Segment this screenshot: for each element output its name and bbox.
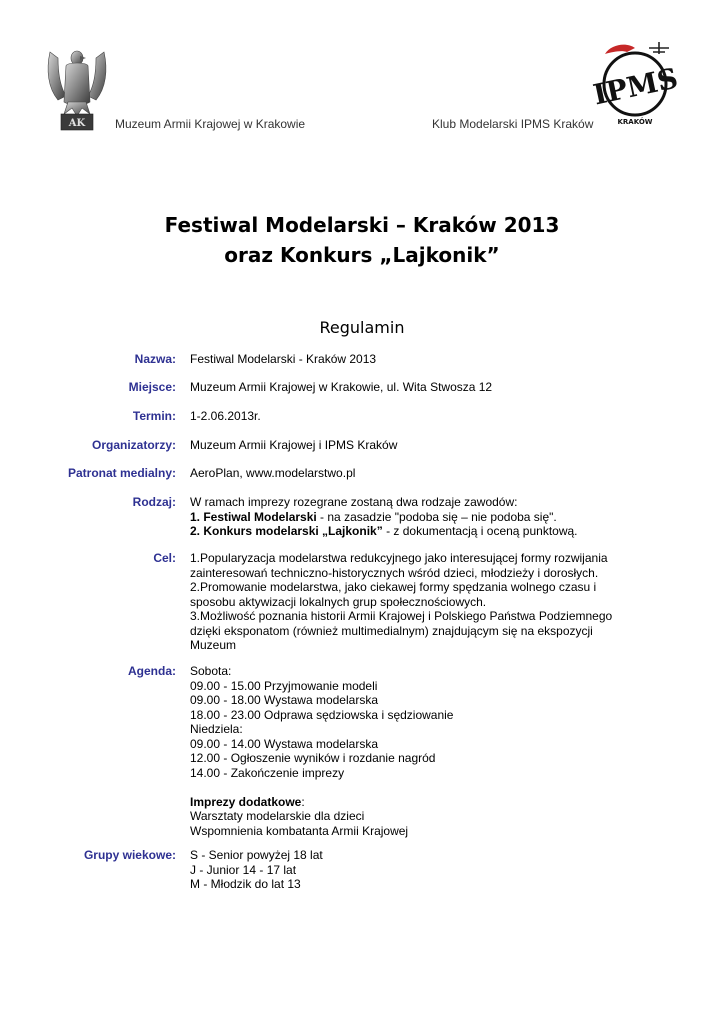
field-label: Patronat medialny: [67,466,176,480]
rodzaj-intro: W ramach imprezy rozegrane zostaną dwa rodzaje zawodów: [190,495,518,509]
age-group-line: S - Senior powyżej 18 lat [190,848,323,862]
ak-eagle-logo-icon [44,44,110,134]
field-value: Muzeum Armii Krajowej w Krakowie, ul. Wita Stwosza 12 [190,380,493,394]
rodzaj-item-2: 2. Konkurs modelarski „Lajkonik” - z dokumentacją i oceną punktową. [190,524,578,538]
rodzaj-item-1: 1. Festiwal Modelarski - na zasadzie "podoba się – nie podoba się". [190,509,557,524]
age-group-line: J - Junior 14 - 17 lat [190,862,297,877]
spacer [190,780,650,795]
field-label: Organizatorzy: [91,438,176,452]
field-value: 1-2.06.2013r. [190,409,261,423]
field-value: AeroPlan, www.modelarstwo.pl [190,466,356,480]
cel-line: 2.Promowanie modelarstwa, jako ciekawej formy spędzania wolnego czasu i [190,580,597,594]
field-value [190,664,650,838]
ak-logo-text: AK [68,118,86,129]
field-value [190,495,650,539]
document-subtitle: Regulamin [319,318,405,337]
extra-event-line: Warsztaty modelarskie dla dzieci [190,809,365,823]
ipms-krakow-logo-icon [590,42,681,126]
cel-line: sposobu aktywizacji lokalnych grup społecznościowych. [190,594,487,609]
document-title-line1: Festiwal Modelarski – Kraków 2013 [164,213,560,237]
cel-line: 3.Możliwość poznania historii Armii Krajowej i Polskiego Państwa Podziemnego [190,609,613,623]
agenda-line: 12.00 - Ogłoszenie wyników i rozdanie nagród [190,751,436,765]
cel-line: Muzeum [190,638,237,652]
field-value: Muzeum Armii Krajowej i IPMS Kraków [190,438,398,452]
extra-events-title: Imprezy dodatkowe: [190,794,305,809]
field-label: Cel: [153,551,176,565]
agenda-line: 14.00 - Zakończenie imprezy [190,765,345,780]
agenda-line: 09.00 - 18.00 Wystawa modelarska [190,693,378,707]
document-title-line2: oraz Konkurs „Lajkonik” [224,243,500,267]
field-label: Termin: [132,409,176,423]
agenda-line: 09.00 - 14.00 Wystawa modelarska [190,736,378,751]
agenda-line: 09.00 - 15.00 Przyjmowanie modeli [190,678,378,693]
extra-event-line: Wspomnienia kombatanta Armii Krajowej [190,823,409,838]
cel-line: 1.Popularyzacja modelarstwa redukcyjnego jako interesującej formy rozwijania [190,551,608,565]
field-label: Miejsce: [128,380,176,394]
cel-line: zainteresowań techniczno-historycznych wśród dzieci, młodzieży i dorosłych. [190,565,599,580]
field-label: Nazwa: [134,352,176,366]
field-value [190,551,650,653]
cel-line: dzięki eksponatom (również multimedialnym) znajdującym się na ekspozycji [190,623,593,638]
ipms-logo-subtext: KRAKÓW [617,118,653,126]
field-value [190,848,650,892]
field-label: Grupy wiekowe: [83,848,176,862]
agenda-line: Sobota: [190,664,232,678]
agenda-line: Niedziela: [190,722,243,736]
agenda-line: 18.00 - 23.00 Odprawa sędziowska i sędziowanie [190,707,454,722]
age-group-line: M - Młodzik do lat 13 [190,877,301,891]
field-label: Rodzaj: [132,495,176,509]
field-label: Agenda: [128,664,176,678]
left-organization-name: Muzeum Armii Krajowej w Krakowie [115,117,306,131]
ipms-logo-text: IPMS [590,61,681,112]
field-value: Festiwal Modelarski - Kraków 2013 [190,352,377,366]
right-organization-name: Klub Modelarski IPMS Kraków [432,117,594,131]
